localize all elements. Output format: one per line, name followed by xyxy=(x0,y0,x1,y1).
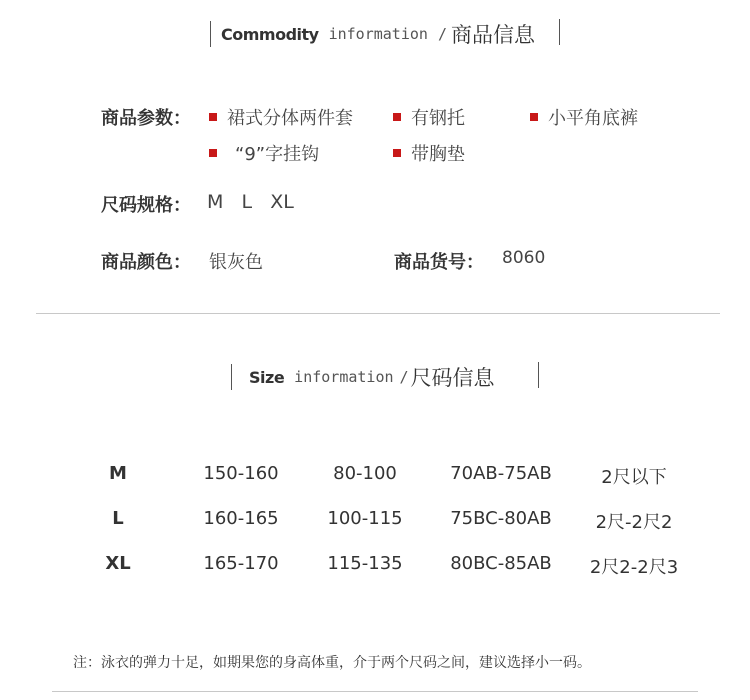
height-cell: 165-170 xyxy=(203,553,279,574)
param-option-label: 有钢托 xyxy=(411,108,465,129)
weight-cell: 100-115 xyxy=(327,508,403,529)
commodity-heading-slash: / xyxy=(437,25,447,43)
param-option xyxy=(393,104,465,130)
commodity-heading xyxy=(210,19,535,49)
bottom-divider xyxy=(52,691,698,692)
param-option-label: 带胸垫 xyxy=(411,144,465,165)
sizes-spec-value: M L XL xyxy=(207,191,294,213)
cup-cell: 70AB-75AB xyxy=(450,463,552,484)
heading-divider-left xyxy=(210,21,211,47)
heading-divider-right xyxy=(538,362,539,388)
param-option xyxy=(209,140,319,166)
weight-cell: 80-100 xyxy=(333,463,397,484)
commodity-heading-en: information xyxy=(328,25,428,43)
section-divider xyxy=(36,313,720,314)
waist-cell: 2尺2-2尺3 xyxy=(589,557,679,578)
size-cell: M xyxy=(109,463,127,484)
param-option-label: 小平角底裤 xyxy=(548,108,638,129)
cup-cell: 75BC-80AB xyxy=(450,508,552,529)
size-heading xyxy=(231,362,495,392)
param-option-label: “9”字挂钩 xyxy=(235,144,320,165)
item-no-value: 8060 xyxy=(502,248,546,268)
size-heading-slash: / xyxy=(399,368,409,386)
color-value: 银灰色 xyxy=(209,252,263,273)
sizes-spec-label: 尺码规格： xyxy=(101,195,191,216)
cup-cell: 80BC-85AB xyxy=(450,553,552,574)
commodity-heading-cn: 商品信息 xyxy=(450,23,535,47)
heading-divider-left xyxy=(231,364,232,390)
size-cell: XL xyxy=(105,553,131,574)
red-square-icon xyxy=(393,149,401,157)
item-no-label: 商品货号： xyxy=(394,252,484,273)
red-square-icon xyxy=(209,149,217,157)
param-option xyxy=(209,104,353,130)
size-heading-cn: 尺码信息 xyxy=(410,366,495,390)
height-cell: 150-160 xyxy=(203,463,279,484)
weight-cell: 115-135 xyxy=(327,553,403,574)
color-label: 商品颜色： xyxy=(101,252,191,273)
waist-cell: 2尺以下 xyxy=(601,467,667,488)
size-heading-en: information xyxy=(294,368,394,386)
height-cell: 160-165 xyxy=(203,508,279,529)
waist-cell: 2尺-2尺2 xyxy=(595,512,673,533)
red-square-icon xyxy=(530,113,538,121)
commodity-heading-bold: Commodity xyxy=(221,24,319,44)
size-cell: L xyxy=(112,508,124,529)
size-heading-bold: Size xyxy=(249,367,285,387)
size-note: 注：泳衣的弹力十足，如期果您的身高体重，介于两个尺码之间，建议选择小一码。 xyxy=(73,655,591,671)
param-option xyxy=(393,140,465,166)
heading-divider-right xyxy=(559,19,560,45)
params-label: 商品参数： xyxy=(101,108,191,129)
param-option-label: 裙式分体两件套 xyxy=(227,108,353,129)
param-option xyxy=(530,104,638,130)
red-square-icon xyxy=(393,113,401,121)
red-square-icon xyxy=(209,113,217,121)
